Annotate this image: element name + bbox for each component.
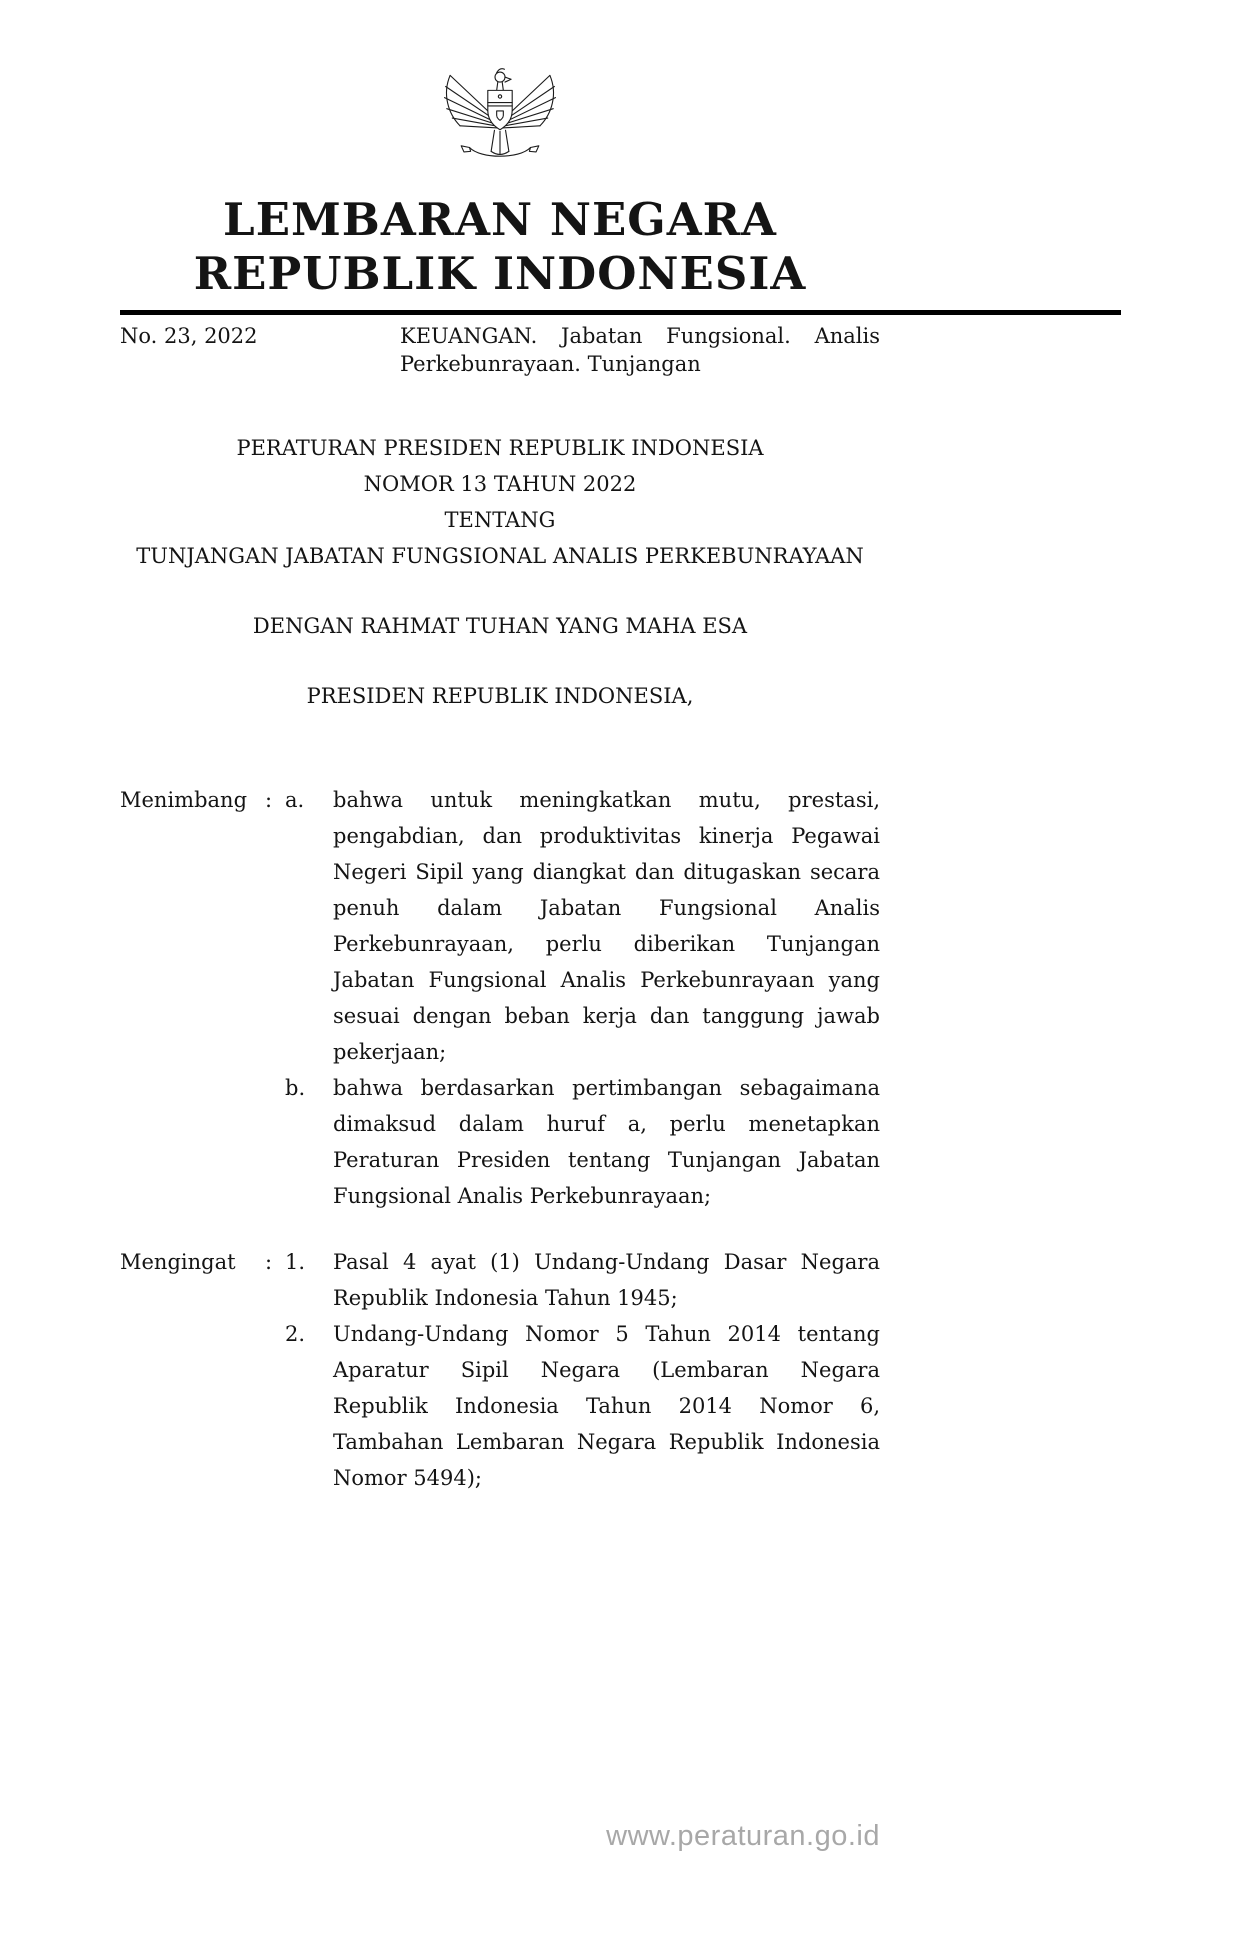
garuda-pancasila-emblem-icon xyxy=(439,56,561,189)
item-marker: b. xyxy=(285,1076,306,1101)
peraturan-watermark: www.peraturan.go.id xyxy=(606,1820,880,1852)
item-text: Undang-Undang Nomor 5 Tahun 2014 tentang Aparatur Sipil Negara (Lembaran Negara Republik Indonesia Tahun 2014 Nomor 6, Tambahan Lembaran Negara Republik Indonesia Nomor 5494); xyxy=(333,1322,880,1491)
menimbang-label: Menimbang xyxy=(120,788,248,813)
masthead-title xyxy=(120,193,880,301)
regulation-subject-line: TUNJANGAN JABATAN FUNGSIONAL ANALIS PERKEBUNRAYAAN xyxy=(136,544,864,569)
masthead-divider xyxy=(120,310,1121,315)
colon-separator: : xyxy=(265,1250,273,1275)
item-text: bahwa untuk meningkatkan mutu, prestasi, pengabdian, dan produktivitas kinerja Pegawai Negeri Sipil yang diangkat dan ditugaskan secara penuh dalam Jabatan Fungsional Analis Perkebunrayaan, perlu diberikan Tunjangan Jabatan Fungsional Analis Perkebunrayaan yang sesuai dengan beban kerja dan tanggung jawab pekerjaan; xyxy=(333,788,880,1065)
mengingat-label: Mengingat xyxy=(120,1250,236,1275)
spacer-cell xyxy=(120,1316,265,1496)
spacer-cell xyxy=(265,1316,285,1496)
invocation-line: DENGAN RAHMAT TUHAN YANG MAHA ESA xyxy=(252,614,748,639)
legal-basis-item xyxy=(120,1316,880,1496)
spacer-cell xyxy=(120,1070,265,1214)
masthead-title-line1: LEMBARAN NEGARA xyxy=(223,193,777,247)
masthead-meta xyxy=(120,322,880,378)
authority-line: PRESIDEN REPUBLIK INDONESIA, xyxy=(306,684,694,709)
item-marker: 1. xyxy=(285,1250,306,1275)
spacer-cell xyxy=(265,1070,285,1214)
legal-basis-section xyxy=(120,1244,880,1496)
issue-number: No. 23, 2022 xyxy=(120,324,258,349)
regulation-number-line: NOMOR 13 TAHUN 2022 xyxy=(363,472,637,497)
regulation-title-line: PERATURAN PRESIDEN REPUBLIK INDONESIA xyxy=(236,436,764,461)
subject-classification: KEUANGAN. Jabatan Fungsional. Analis Perkebunrayaan. Tunjangan xyxy=(400,324,880,377)
colon-separator: : xyxy=(265,788,273,813)
consideration-item xyxy=(120,1070,880,1214)
consideration-item xyxy=(120,782,880,1070)
legal-basis-item xyxy=(120,1244,880,1316)
item-text: bahwa berdasarkan pertimbangan sebagaimana dimaksud dalam huruf a, perlu menetapkan Peraturan Presiden tentang Tunjangan Jabatan Fungsional Analis Perkebunrayaan; xyxy=(333,1076,880,1209)
item-marker: 2. xyxy=(285,1322,306,1347)
tentang-line: TENTANG xyxy=(444,508,556,533)
item-text: Pasal 4 ayat (1) Undang-Undang Dasar Negara Republik Indonesia Tahun 1945; xyxy=(333,1250,880,1311)
item-marker: a. xyxy=(285,788,305,813)
masthead-title-line2: REPUBLIK INDONESIA xyxy=(193,247,807,301)
regulation-heading xyxy=(120,430,880,714)
considerations-section xyxy=(120,782,880,1214)
